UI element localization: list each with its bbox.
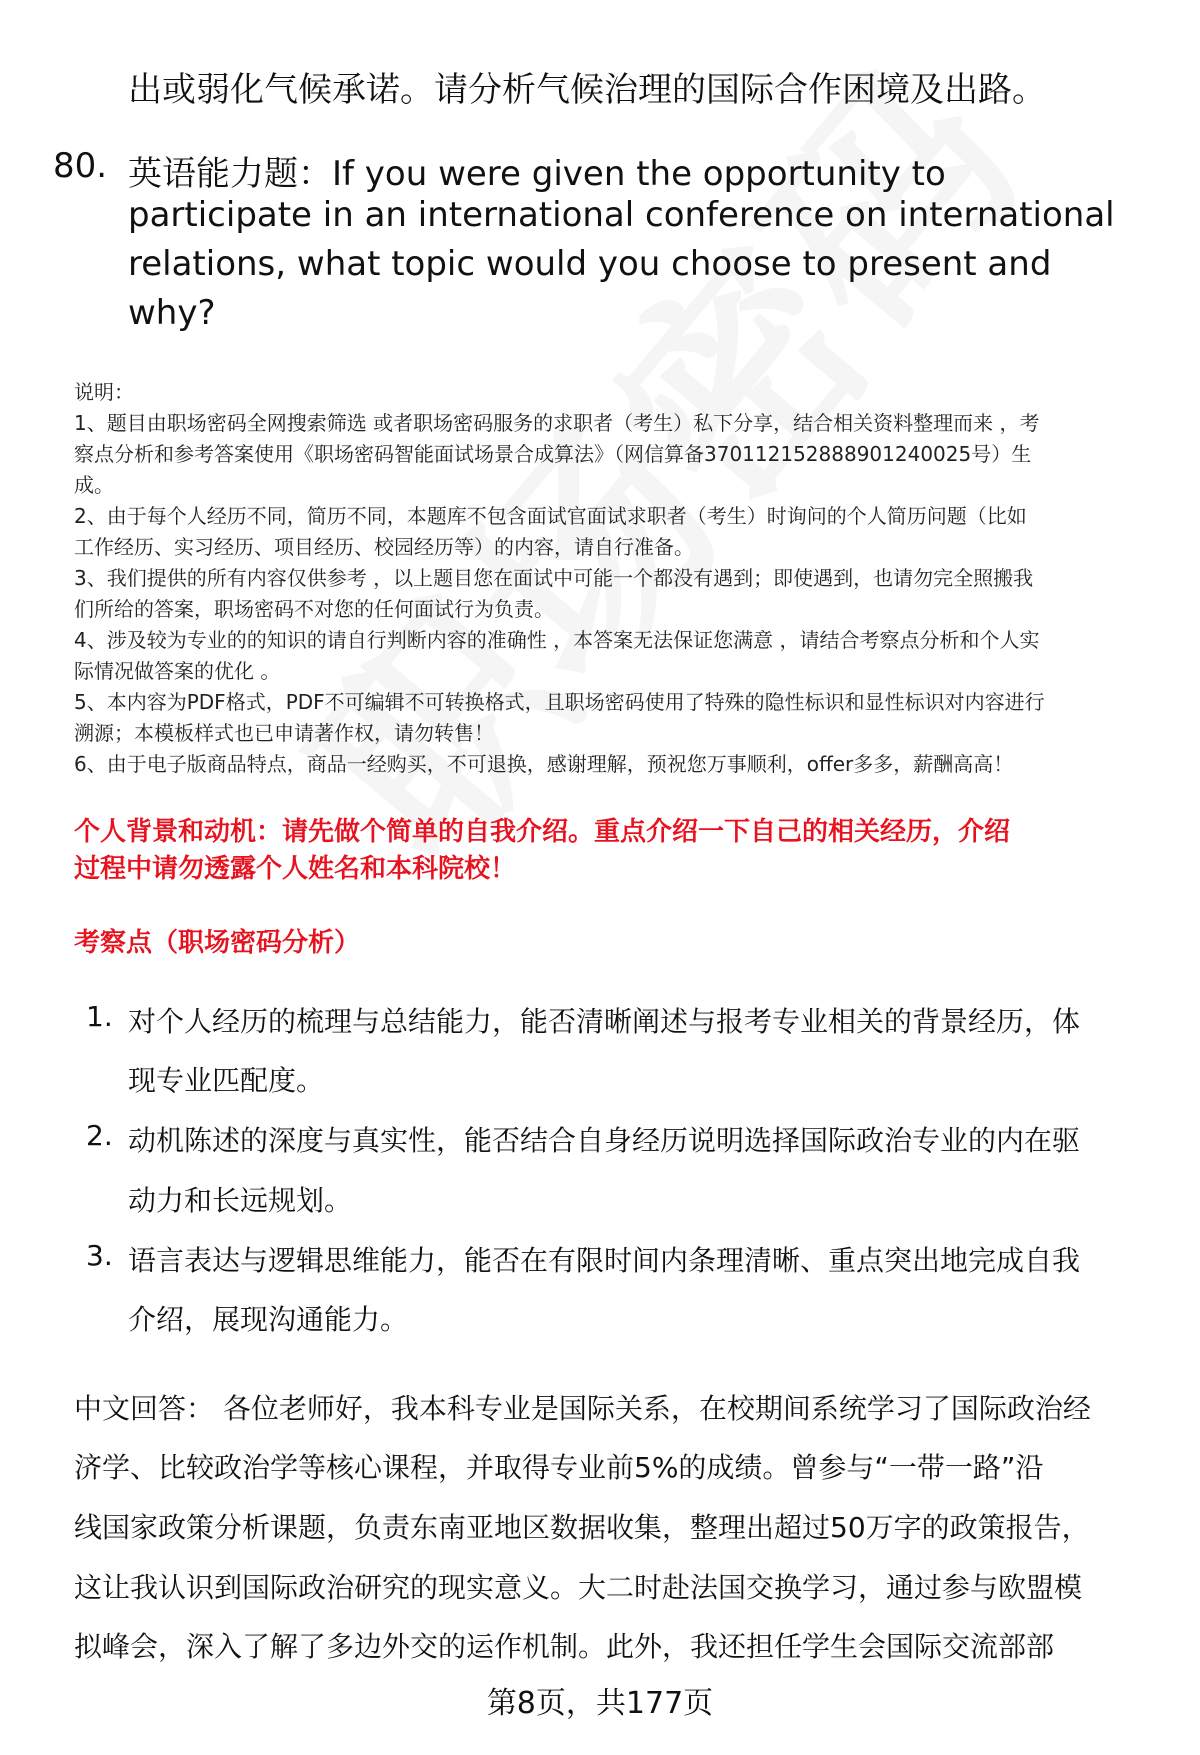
note-line: 1、题目由职场密码全网搜索筛选 或者职场密码服务的求职者（考生）私下分享，结合相关资料整理而来 ，考	[74, 411, 1040, 435]
answer-line: 济学、比较政治学等核心课程，并取得专业前5%的成绩。曾参与“一带一路”沿	[74, 1451, 1044, 1484]
question-number: 80.	[53, 146, 108, 186]
list-item: 动机陈述的深度与真实性，能否结合自身经历说明选择国际政治专业的内在驱	[128, 1124, 1081, 1157]
list-number: 1.	[86, 1000, 113, 1033]
notes-title: 说明：	[74, 380, 134, 404]
section-heading: 个人背景和动机：请先做个简单的自我介绍。重点介绍一下自己的相关经历，介绍	[74, 817, 1011, 847]
answer-line: 拟峰会，深入了解了多边外交的运作机制。此外，我还担任学生会国际交流部部	[74, 1630, 1055, 1663]
question-line: 英语能力题：If you were given the opportunity to	[128, 154, 946, 194]
note-line: 3、我们提供的所有内容仅供参考 ，以上题目您在面试中可能一个都没有遇到；即使遇到，也请勿完全照搬我	[74, 566, 1034, 590]
question-line: participate in an international conference on international	[128, 195, 1115, 235]
list-item: 现专业匹配度。	[128, 1064, 325, 1097]
list-item: 介绍，展现沟通能力。	[128, 1303, 409, 1336]
note-line: 溯源；本模板样式也已申请著作权，请勿转售！	[74, 721, 494, 745]
section-heading: 过程中请勿透露个人姓名和本科院校！	[74, 854, 517, 884]
note-line: 际情况做答案的优化 。	[74, 659, 281, 683]
question-tail: 出或弱化气候承诺。请分析气候治理的国际合作困境及出路。	[128, 70, 1046, 110]
note-line: 4、涉及较为专业的的知识的请自行判断内容的准确性 ，本答案无法保证您满意 ，请结合考察点分析和个人实	[74, 628, 1040, 652]
note-line: 2、由于每个人经历不同，简历不同，本题库不包含面试官面试求职者（考生）时询问的个人简历问题（比如	[74, 504, 1027, 528]
note-line: 工作经历、实习经历、项目经历、校园经历等）的内容，请自行准备。	[74, 535, 694, 559]
note-line: 察点分析和参考答案使用《职场密码智能面试场景合成算法》（网信算备370112152888901240025号）生	[74, 442, 1032, 466]
note-line: 成。	[74, 473, 114, 497]
page-footer: 第8页，共177页	[486, 1686, 714, 1721]
list-number: 2.	[86, 1119, 113, 1152]
answer-line: 线国家政策分析课题，负责东南亚地区数据收集，整理出超过50万字的政策报告，	[74, 1511, 1090, 1544]
answer-line: 中文回答： 各位老师好，我本科专业是国际关系，在校期间系统学习了国际政治经	[74, 1392, 1091, 1425]
analysis-title: 考察点（职场密码分析）	[74, 928, 361, 958]
note-line: 5、本内容为PDF格式，PDF不可编辑不可转换格式，且职场密码使用了特殊的隐性标识和显性标识对内容进行	[74, 690, 1045, 714]
note-line: 们所给的答案，职场密码不对您的任何面试行为负责。	[74, 597, 554, 621]
list-item: 语言表达与逻辑思维能力，能否在有限时间内条理清晰、重点突出地完成自我	[128, 1244, 1081, 1277]
question-line: why?	[128, 293, 216, 333]
answer-line: 这让我认识到国际政治研究的现实意义。大二时赴法国交换学习，通过参与欧盟模	[74, 1571, 1083, 1604]
note-line: 6、由于电子版商品特点，商品一经购买，不可退换，感谢理解，预祝您万事顺利，offer多多，薪酬高高！	[74, 752, 1014, 776]
list-item: 动力和长远规划。	[128, 1184, 353, 1217]
list-item: 对个人经历的梳理与总结能力，能否清晰阐述与报考专业相关的背景经历，体	[128, 1005, 1081, 1038]
list-number: 3.	[86, 1239, 113, 1272]
question-line: relations, what topic would you choose to present and	[128, 244, 1052, 284]
